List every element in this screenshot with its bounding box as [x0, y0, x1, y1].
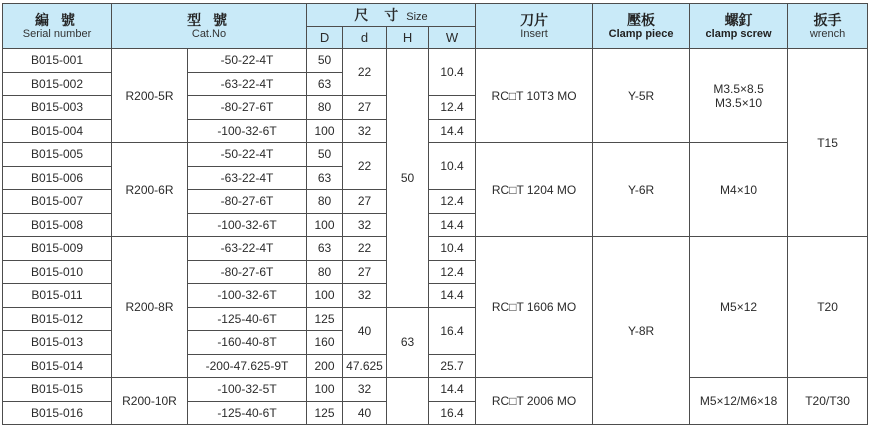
- d-cell: 32: [343, 213, 387, 237]
- insert-cell: RC□T 1204 MO: [476, 143, 593, 237]
- D-cell: 63: [307, 72, 343, 96]
- serial-cell: B015-010: [3, 260, 112, 284]
- W-cell: 25.7: [429, 354, 476, 378]
- W-cell: 14.4: [429, 284, 476, 308]
- cat-cell: -63-22-4T: [188, 72, 307, 96]
- cat-cell: -80-27-6T: [188, 96, 307, 120]
- cat-cell: -100-32-6T: [188, 213, 307, 237]
- d-cell: 32: [343, 378, 387, 402]
- cat-cell: -63-22-4T: [188, 166, 307, 190]
- D-cell: 125: [307, 401, 343, 425]
- wrench-cell: T15: [788, 49, 868, 237]
- D-cell: 100: [307, 213, 343, 237]
- cat-cell: -200-47.625-9T: [188, 354, 307, 378]
- W-cell: 12.4: [429, 96, 476, 120]
- d-cell: 32: [343, 284, 387, 308]
- D-cell: 200: [307, 354, 343, 378]
- serial-header: 編 號 Serial number: [3, 4, 112, 49]
- serial-cell: B015-012: [3, 307, 112, 331]
- W-cell: 10.4: [429, 143, 476, 190]
- serial-cell: B015-011: [3, 284, 112, 308]
- d-cell: 40: [343, 307, 387, 354]
- serial-cell: B015-015: [3, 378, 112, 402]
- insert-cell: RC□T 1606 MO: [476, 237, 593, 378]
- serial-cell: B015-009: [3, 237, 112, 261]
- screw-header: 螺釘 clamp screw: [690, 4, 788, 49]
- d-cell: 47.625: [343, 354, 387, 378]
- serial-cell: B015-006: [3, 166, 112, 190]
- serial-cell: B015-013: [3, 331, 112, 355]
- wrench-cell: T20: [788, 237, 868, 378]
- d-cell: 22: [343, 49, 387, 96]
- cat-cell: -50-22-4T: [188, 143, 307, 167]
- header-H: H: [387, 27, 429, 49]
- D-cell: 63: [307, 237, 343, 261]
- table-row: [3, 143, 868, 167]
- d-cell: 27: [343, 96, 387, 120]
- header-d: d: [343, 27, 387, 49]
- group-cell: R200-6R: [112, 143, 188, 237]
- clamp-cell: Y-6R: [593, 143, 690, 237]
- cat-cell: -100-32-5T: [188, 378, 307, 402]
- W-cell: 10.4: [429, 49, 476, 96]
- serial-cell: B015-016: [3, 401, 112, 425]
- D-cell: 50: [307, 143, 343, 167]
- d-cell: 27: [343, 190, 387, 214]
- D-cell: 50: [307, 49, 343, 73]
- group-cell: R200-8R: [112, 237, 188, 378]
- clamp-cell: Y-8R: [593, 237, 690, 425]
- D-cell: 100: [307, 284, 343, 308]
- serial-cell: B015-008: [3, 213, 112, 237]
- cat-header: 型 號 Cat.No: [112, 4, 307, 49]
- screw-cell: M5×12/M6×18: [690, 378, 788, 425]
- serial-cell: B015-003: [3, 96, 112, 120]
- spec-table: [2, 3, 868, 425]
- W-cell: 12.4: [429, 260, 476, 284]
- wrench-cell: T20/T30: [788, 378, 868, 425]
- cat-cell: -125-40-6T: [188, 401, 307, 425]
- H-cell: 63: [387, 307, 429, 378]
- table-row: [3, 378, 868, 402]
- cat-cell: -100-32-6T: [188, 284, 307, 308]
- D-cell: 160: [307, 331, 343, 355]
- H-cell: [387, 378, 429, 425]
- serial-cell: B015-001: [3, 49, 112, 73]
- D-cell: 100: [307, 378, 343, 402]
- table-row: [3, 49, 868, 73]
- cat-cell: -160-40-8T: [188, 331, 307, 355]
- serial-cell: B015-002: [3, 72, 112, 96]
- W-cell: 14.4: [429, 119, 476, 143]
- clamp-header: 壓板 Clamp piece: [593, 4, 690, 49]
- serial-cell: B015-007: [3, 190, 112, 214]
- W-cell: 14.4: [429, 213, 476, 237]
- wrench-header: 扳手 wrench: [788, 4, 868, 49]
- W-cell: 10.4: [429, 237, 476, 261]
- serial-cell: B015-014: [3, 354, 112, 378]
- W-cell: 14.4: [429, 378, 476, 402]
- group-cell: R200-10R: [112, 378, 188, 425]
- insert-cell: RC□T 2006 MO: [476, 378, 593, 425]
- cat-cell: -80-27-6T: [188, 190, 307, 214]
- d-cell: 32: [343, 119, 387, 143]
- header-D: D: [307, 27, 343, 49]
- d-cell: 22: [343, 143, 387, 190]
- D-cell: 80: [307, 190, 343, 214]
- insert-header: 刀片 Insert: [476, 4, 593, 49]
- size-header-label: 尺 寸 Size: [354, 7, 428, 23]
- D-cell: 80: [307, 96, 343, 120]
- D-cell: 100: [307, 119, 343, 143]
- H-cell: 50: [387, 49, 429, 308]
- group-cell: R200-5R: [112, 49, 188, 143]
- header-W: W: [429, 27, 476, 49]
- cat-cell: -63-22-4T: [188, 237, 307, 261]
- serial-cell: B015-005: [3, 143, 112, 167]
- cat-cell: -100-32-6T: [188, 119, 307, 143]
- insert-cell: RC□T 10T3 MO: [476, 49, 593, 143]
- screw-cell: M3.5×8.5 M3.5×10: [690, 49, 788, 143]
- d-cell: 22: [343, 237, 387, 261]
- cat-cell: -80-27-6T: [188, 260, 307, 284]
- serial-cell: B015-004: [3, 119, 112, 143]
- W-cell: 16.4: [429, 307, 476, 354]
- d-cell: 40: [343, 401, 387, 425]
- table-row: [3, 237, 868, 261]
- cat-cell: -50-22-4T: [188, 49, 307, 73]
- screw-cell: M4×10: [690, 143, 788, 237]
- clamp-cell: Y-5R: [593, 49, 690, 143]
- D-cell: 125: [307, 307, 343, 331]
- d-cell: 27: [343, 260, 387, 284]
- D-cell: 63: [307, 166, 343, 190]
- screw-cell: M5×12: [690, 237, 788, 378]
- cat-cell: -125-40-6T: [188, 307, 307, 331]
- W-cell: 16.4: [429, 401, 476, 425]
- D-cell: 80: [307, 260, 343, 284]
- size-header: [307, 4, 476, 27]
- W-cell: 12.4: [429, 190, 476, 214]
